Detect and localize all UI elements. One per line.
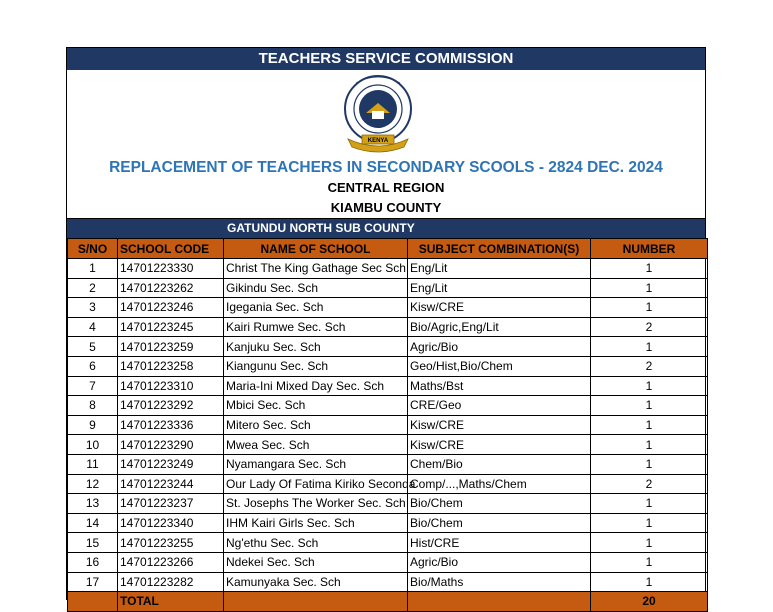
row-school-code: 14701223237 [118, 494, 224, 514]
table-row [68, 376, 708, 396]
row-school-name: Mbici Sec. Sch [224, 396, 408, 416]
replacement-table [67, 238, 708, 612]
row-sno: 3 [68, 298, 118, 318]
row-number: 1 [591, 435, 708, 455]
row-school-code: 14701223330 [118, 259, 224, 279]
row-school-code: 14701223255 [118, 533, 224, 553]
total-sno-cell [68, 592, 118, 612]
table-row [68, 298, 708, 318]
row-school-name: Gikindu Sec. Sch [224, 278, 408, 298]
row-subject: Geo/Hist,Bio/Chem [408, 356, 591, 376]
row-number: 1 [591, 396, 708, 416]
svg-text:KENYA: KENYA [367, 138, 389, 144]
row-school-name: Mwea Sec. Sch [224, 435, 408, 455]
county-label: KIAMBU COUNTY [330, 200, 442, 215]
row-school-code: 14701223310 [118, 376, 224, 396]
tsc-logo-icon [332, 73, 424, 155]
row-sno: 12 [68, 474, 118, 494]
row-number: 1 [591, 454, 708, 474]
row-subject: Maths/Bst [408, 376, 591, 396]
row-subject: Agric/Bio [408, 552, 591, 572]
row-school-name: Mitero Sec. Sch [224, 415, 408, 435]
table-row [68, 317, 708, 337]
row-school-name: Kairi Rumwe Sec. Sch [224, 317, 408, 337]
table-row [68, 572, 708, 592]
row-number: 1 [591, 337, 708, 357]
row-school-code: 14701223290 [118, 435, 224, 455]
row-sno: 7 [68, 376, 118, 396]
row-school-code: 14701223259 [118, 337, 224, 357]
row-school-code: 14701223246 [118, 298, 224, 318]
row-sno: 6 [68, 356, 118, 376]
table-body [68, 259, 708, 612]
col-number-header: NUMBER [591, 239, 708, 259]
row-school-name: Kamunyaka Sec. Sch [224, 572, 408, 592]
row-sno: 11 [68, 454, 118, 474]
document-sheet [66, 47, 706, 609]
row-sno: 5 [68, 337, 118, 357]
col-school-code-header: SCHOOL CODE [118, 239, 224, 259]
commission-title: TEACHERS SERVICE COMMISSION [67, 48, 705, 70]
table-row [68, 259, 708, 279]
row-school-name: St. Josephs The Worker Sec. Sch [224, 494, 408, 514]
row-sno: 14 [68, 513, 118, 533]
row-number: 2 [591, 317, 708, 337]
row-number: 1 [591, 533, 708, 553]
total-empty-1 [224, 592, 408, 612]
row-school-code: 14701223244 [118, 474, 224, 494]
table-row [68, 337, 708, 357]
row-school-name: Kiangunu Sec. Sch [224, 356, 408, 376]
row-subject: Kisw/CRE [408, 415, 591, 435]
row-sno: 8 [68, 396, 118, 416]
row-sno: 2 [68, 278, 118, 298]
row-school-name: Our Lady Of Fatima Kiriko Seconda [224, 474, 408, 494]
table-row [68, 435, 708, 455]
row-subject: Kisw/CRE [408, 298, 591, 318]
logo-area [67, 70, 705, 158]
row-number: 1 [591, 298, 708, 318]
row-sno: 4 [68, 317, 118, 337]
row-number: 1 [591, 278, 708, 298]
row-school-code: 14701223245 [118, 317, 224, 337]
row-number: 1 [591, 572, 708, 592]
row-school-code: 14701223340 [118, 513, 224, 533]
row-subject: Bio/Maths [408, 572, 591, 592]
col-subject-header: SUBJECT COMBINATION(S) [408, 239, 591, 259]
row-sno: 16 [68, 552, 118, 572]
row-school-code: 14701223262 [118, 278, 224, 298]
row-number: 1 [591, 376, 708, 396]
row-school-name: Igegania Sec. Sch [224, 298, 408, 318]
table-row [68, 533, 708, 553]
total-row [68, 592, 708, 612]
table-row [68, 356, 708, 376]
row-sno: 13 [68, 494, 118, 514]
row-subject: Kisw/CRE [408, 435, 591, 455]
row-number: 2 [591, 474, 708, 494]
subcounty-label: GATUNDU NORTH SUB COUNTY [227, 221, 415, 235]
total-value: 20 [591, 592, 708, 612]
row-subject: Chem/Bio [408, 454, 591, 474]
row-school-name: Maria-Ini Mixed Day Sec. Sch [224, 376, 408, 396]
row-sno: 15 [68, 533, 118, 553]
row-school-name: IHM Kairi Girls Sec. Sch [224, 513, 408, 533]
row-school-name: Kanjuku Sec. Sch [224, 337, 408, 357]
table-row [68, 494, 708, 514]
row-number: 1 [591, 259, 708, 279]
table-row [68, 415, 708, 435]
table-row [68, 278, 708, 298]
row-subject: Bio/Chem [408, 494, 591, 514]
row-school-code: 14701223266 [118, 552, 224, 572]
row-number: 2 [591, 356, 708, 376]
row-school-code: 14701223282 [118, 572, 224, 592]
table-row [68, 513, 708, 533]
row-subject: CRE/Geo [408, 396, 591, 416]
row-sno: 17 [68, 572, 118, 592]
row-sno: 9 [68, 415, 118, 435]
row-school-name: Ng'ethu Sec. Sch [224, 533, 408, 553]
row-sno: 1 [68, 259, 118, 279]
row-subject: Hist/CRE [408, 533, 591, 553]
subcounty-bar [67, 218, 705, 238]
table-row [68, 396, 708, 416]
total-empty-2 [408, 592, 591, 612]
row-school-code: 14701223258 [118, 356, 224, 376]
row-school-code: 14701223336 [118, 415, 224, 435]
row-number: 1 [591, 513, 708, 533]
row-subject: Comp/...,Maths/Chem [408, 474, 591, 494]
row-subject: Bio/Agric,Eng/Lit [408, 317, 591, 337]
row-subject: Eng/Lit [408, 278, 591, 298]
row-number: 1 [591, 415, 708, 435]
table-row [68, 454, 708, 474]
row-school-name: Christ The King Gathage Sec Sch [224, 259, 408, 279]
row-number: 1 [591, 552, 708, 572]
row-subject: Agric/Bio [408, 337, 591, 357]
row-subject: Bio/Chem [408, 513, 591, 533]
document-subtitle: REPLACEMENT OF TEACHERS IN SECONDARY SCOOLS - 2824 DEC. 2024 [109, 159, 663, 176]
row-school-code: 14701223292 [118, 396, 224, 416]
row-sno: 10 [68, 435, 118, 455]
total-label: TOTAL [118, 592, 224, 612]
col-sno-header: S/NO [68, 239, 118, 259]
row-school-name: Nyamangara Sec. Sch [224, 454, 408, 474]
col-school-name-header: NAME OF SCHOOL [224, 239, 408, 259]
row-school-code: 14701223249 [118, 454, 224, 474]
row-number: 1 [591, 494, 708, 514]
row-school-name: Ndekei Sec. Sch [224, 552, 408, 572]
table-row [68, 474, 708, 494]
row-subject: Eng/Lit [408, 259, 591, 279]
table-header-row [68, 239, 708, 259]
table-row [68, 552, 708, 572]
region-label: CENTRAL REGION [327, 180, 445, 195]
